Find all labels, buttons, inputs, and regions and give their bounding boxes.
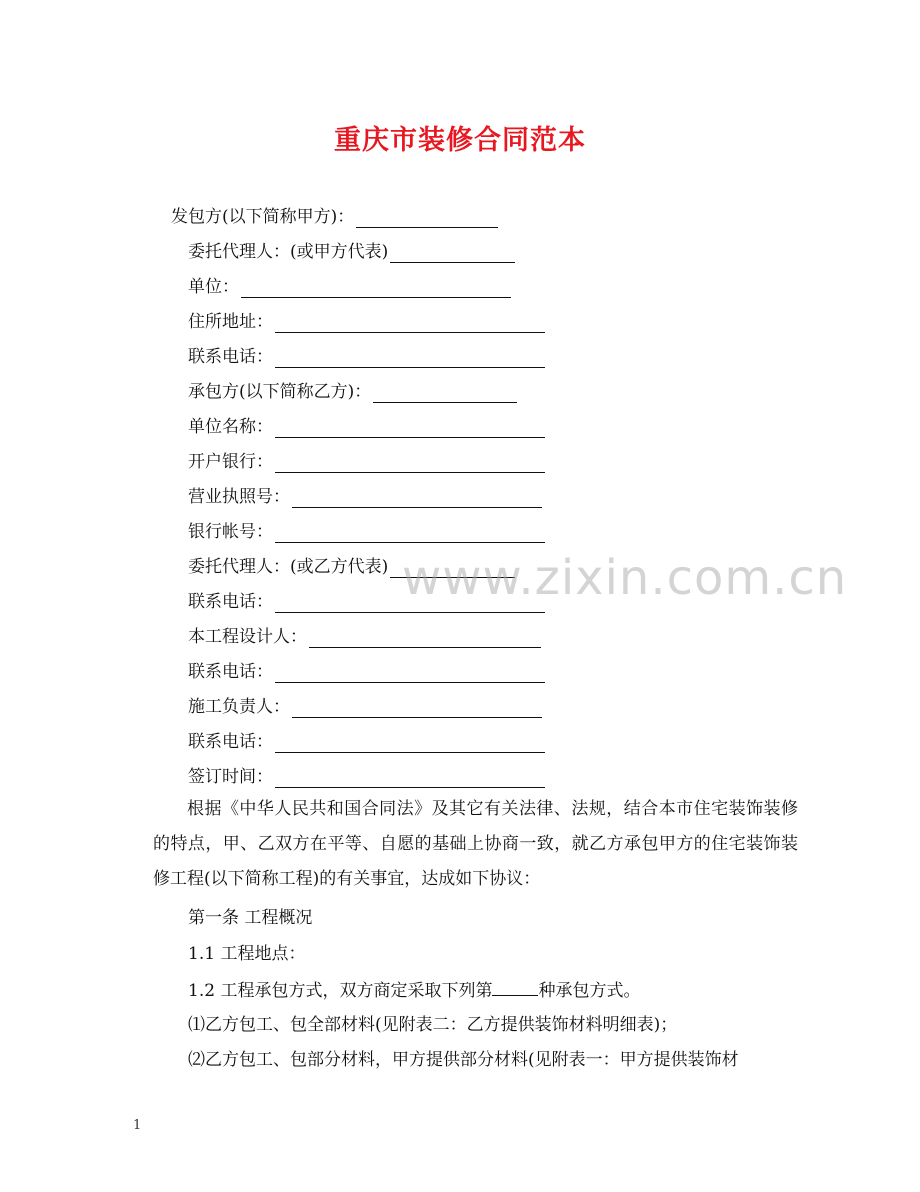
fill-blank[interactable] bbox=[492, 979, 538, 996]
field-phone-a bbox=[188, 340, 545, 368]
field-label: 银行帐号： bbox=[188, 522, 273, 542]
field-designer bbox=[188, 620, 541, 648]
fill-blank[interactable] bbox=[292, 489, 542, 508]
field-label: 开户银行： bbox=[188, 452, 273, 472]
field-label: 委托代理人：(或乙方代表) bbox=[188, 557, 389, 577]
field-party-b bbox=[188, 375, 517, 403]
field-label: 承包方(以下简称乙方)： bbox=[188, 382, 372, 402]
fill-blank[interactable] bbox=[373, 384, 517, 403]
field-label: 本工程设计人： bbox=[188, 627, 307, 647]
field-label: 联系电话： bbox=[188, 347, 273, 367]
fill-blank[interactable] bbox=[292, 699, 542, 718]
article-1-heading: 第一条 工程概况 bbox=[188, 908, 313, 928]
item-1-2 bbox=[188, 979, 640, 1002]
field-phone-lead bbox=[188, 725, 545, 753]
item-1-2-text: 1.2 工程承包方式，双方商定采取下列第 bbox=[188, 981, 493, 1001]
fill-blank[interactable] bbox=[275, 454, 545, 473]
fill-blank[interactable] bbox=[241, 279, 511, 298]
field-bank bbox=[188, 445, 545, 473]
field-label: 联系电话： bbox=[188, 662, 273, 682]
field-label: 营业执照号： bbox=[188, 487, 290, 507]
field-label: 施工负责人： bbox=[188, 697, 290, 717]
option-1: ⑴乙方包工、包全部材料(见附表二：乙方提供装饰材料明细表)； bbox=[188, 1015, 678, 1035]
fill-blank[interactable] bbox=[356, 209, 498, 228]
watermark: www.zixin.com.cn bbox=[402, 550, 848, 606]
item-1-2-text-end: 种承包方式。 bbox=[538, 981, 641, 1001]
intro-paragraph: 根据《中华人民共和国合同法》及其它有关法律、法规，结合本市住宅装饰装修的特点，甲、乙双方在平等、自愿的基础上协商一致，就乙方承包甲方的住宅装饰装修工程(以下简称工程)的有关事宜，达成如下协议： bbox=[153, 799, 798, 889]
fill-blank[interactable] bbox=[275, 314, 545, 333]
page-number: 1 bbox=[133, 1118, 142, 1133]
field-label: 发包方(以下简称甲方)： bbox=[171, 207, 355, 227]
field-label: 单位名称： bbox=[188, 417, 273, 437]
fill-blank[interactable] bbox=[275, 419, 545, 438]
field-label: 单位： bbox=[188, 277, 239, 297]
field-sign-date bbox=[188, 760, 545, 788]
field-license bbox=[188, 480, 542, 508]
fill-blank[interactable] bbox=[275, 734, 545, 753]
field-address bbox=[188, 305, 545, 333]
field-label: 签订时间： bbox=[188, 767, 273, 787]
field-unit bbox=[188, 270, 511, 298]
item-1-1: 1.1 工程地点： bbox=[188, 944, 306, 964]
fill-blank[interactable] bbox=[275, 769, 545, 788]
field-construction-lead bbox=[188, 690, 542, 718]
fill-blank[interactable] bbox=[390, 244, 515, 263]
field-agent-a bbox=[188, 235, 515, 263]
fill-blank[interactable] bbox=[309, 629, 541, 648]
field-label: 委托代理人：(或甲方代表) bbox=[188, 242, 389, 262]
field-party-a bbox=[171, 200, 498, 228]
field-unit-name bbox=[188, 410, 545, 438]
fill-blank[interactable] bbox=[275, 524, 545, 543]
field-label: 联系电话： bbox=[188, 732, 273, 752]
fill-blank[interactable] bbox=[275, 349, 545, 368]
field-label: 住所地址： bbox=[188, 312, 273, 332]
document-title: 重庆市装修合同范本 bbox=[334, 125, 586, 156]
field-phone-designer bbox=[188, 655, 545, 683]
field-label: 联系电话： bbox=[188, 592, 273, 612]
fill-blank[interactable] bbox=[275, 664, 545, 683]
field-account bbox=[188, 515, 545, 543]
option-2: ⑵乙方包工、包部分材料，甲方提供部分材料(见附表一：甲方提供装饰材 bbox=[188, 1050, 739, 1070]
